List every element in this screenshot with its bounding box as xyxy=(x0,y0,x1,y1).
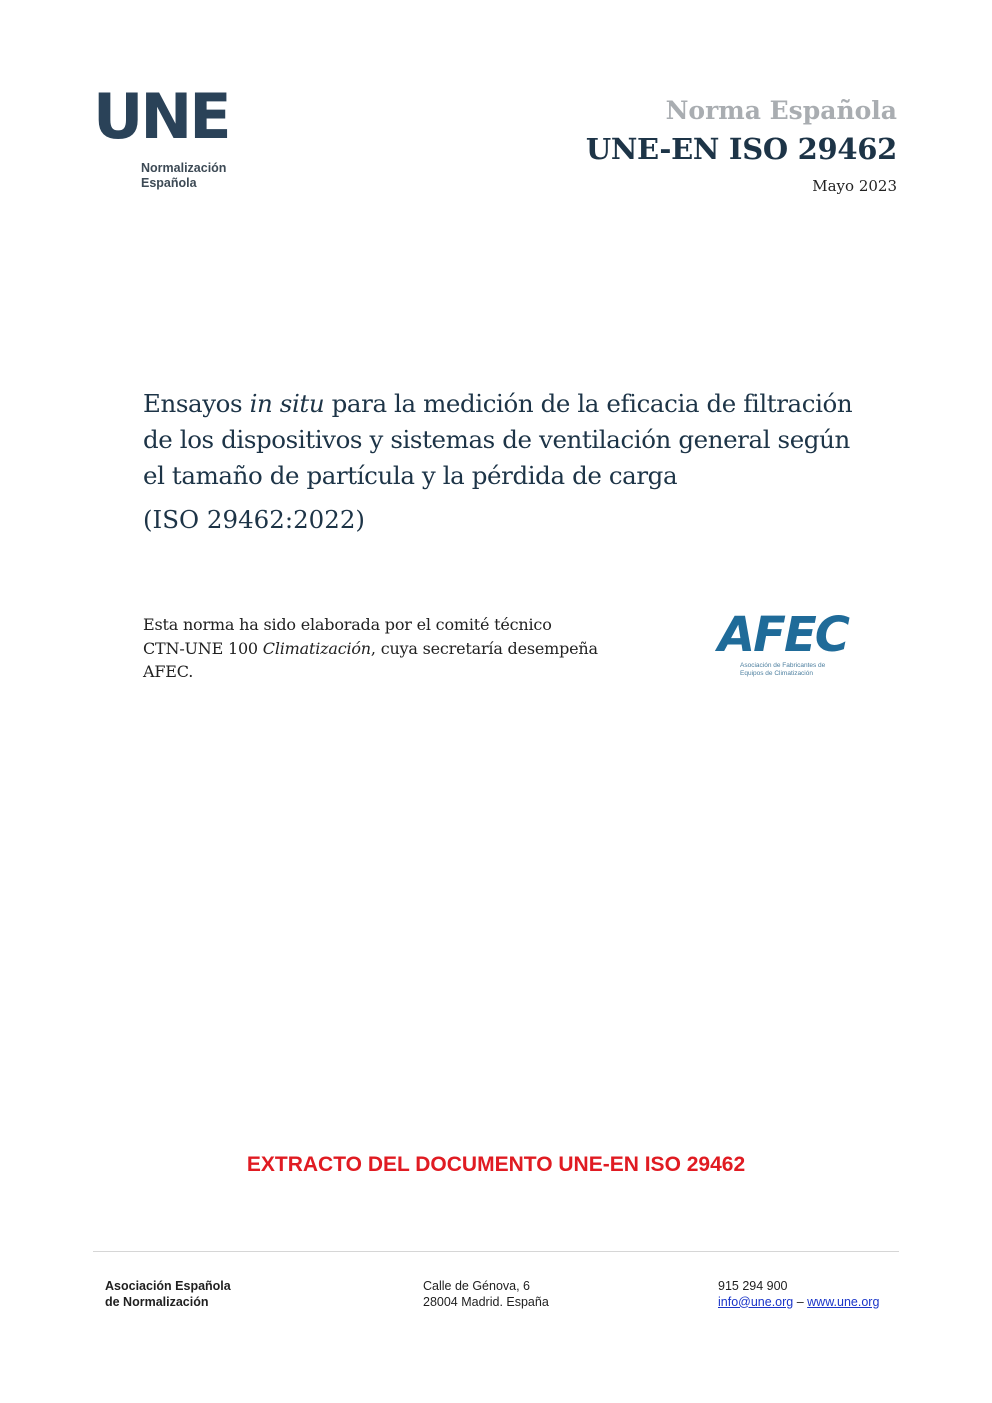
standard-kind: Norma Española xyxy=(665,96,897,125)
committee-line-1: Esta norma ha sido elaborada por el comité técnico xyxy=(143,615,552,634)
footer-divider xyxy=(93,1251,899,1252)
committee-name: Climatización xyxy=(262,638,371,658)
une-logo-wordmark: UNE xyxy=(93,80,229,153)
footer-address xyxy=(423,1279,549,1310)
footer-address-line-1: Calle de Génova, 6 xyxy=(423,1279,531,1293)
publication-date: Mayo 2023 xyxy=(812,177,897,195)
title-line-3: el tamaño de partícula y la pérdida de carga xyxy=(143,461,678,490)
une-logo-subtitle-line1: Normalización xyxy=(141,161,227,175)
title-line-1-start: Ensayos xyxy=(143,389,250,418)
title-line-2: de los dispositivos y sistemas de ventilación general según xyxy=(143,425,850,454)
website-link[interactable]: www.une.org xyxy=(807,1294,880,1309)
committee-code: CTN-UNE 100 xyxy=(143,638,263,658)
title-line-1-end: para la medición de la eficacia de filtración xyxy=(324,389,853,418)
footer-org-line-1: Asociación Española xyxy=(105,1279,231,1293)
une-logo-subtitle xyxy=(141,161,226,191)
iso-reference: (ISO 29462:2022) xyxy=(143,505,365,534)
afec-logo-subtitle-line1: Asociación de Fabricantes de xyxy=(740,662,826,669)
afec-logo xyxy=(718,607,863,686)
une-logo xyxy=(93,80,273,198)
document-title xyxy=(143,386,903,494)
standard-code: UNE-EN ISO 29462 xyxy=(585,132,897,166)
committee-statement xyxy=(143,613,663,684)
une-logo-subtitle-line2: Española xyxy=(141,176,197,190)
footer-link-separator: – xyxy=(793,1294,808,1309)
title-line-1 xyxy=(143,386,903,422)
afec-logo-wordmark: AFEC xyxy=(718,607,848,663)
footer-phone: 915 294 900 xyxy=(718,1279,788,1293)
committee-line-2-end: , cuya secretaría desempeña xyxy=(370,638,598,658)
footer-org-line-2: de Normalización xyxy=(105,1294,209,1309)
footer-links xyxy=(718,1295,879,1311)
footer-address-line-2: 28004 Madrid. España xyxy=(423,1294,549,1309)
footer-contact xyxy=(718,1279,879,1310)
email-link[interactable]: info@une.org xyxy=(718,1294,794,1309)
committee-line-3: AFEC. xyxy=(143,662,194,681)
extract-notice: EXTRACTO DEL DOCUMENTO UNE-EN ISO 29462 xyxy=(246,1153,746,1176)
afec-logo-subtitle xyxy=(740,662,825,678)
footer-organization xyxy=(105,1279,231,1310)
committee-line-2 xyxy=(143,637,663,661)
title-italic-term: in situ xyxy=(249,389,325,418)
afec-logo-subtitle-line2: Equipos de Climatización xyxy=(740,670,813,677)
